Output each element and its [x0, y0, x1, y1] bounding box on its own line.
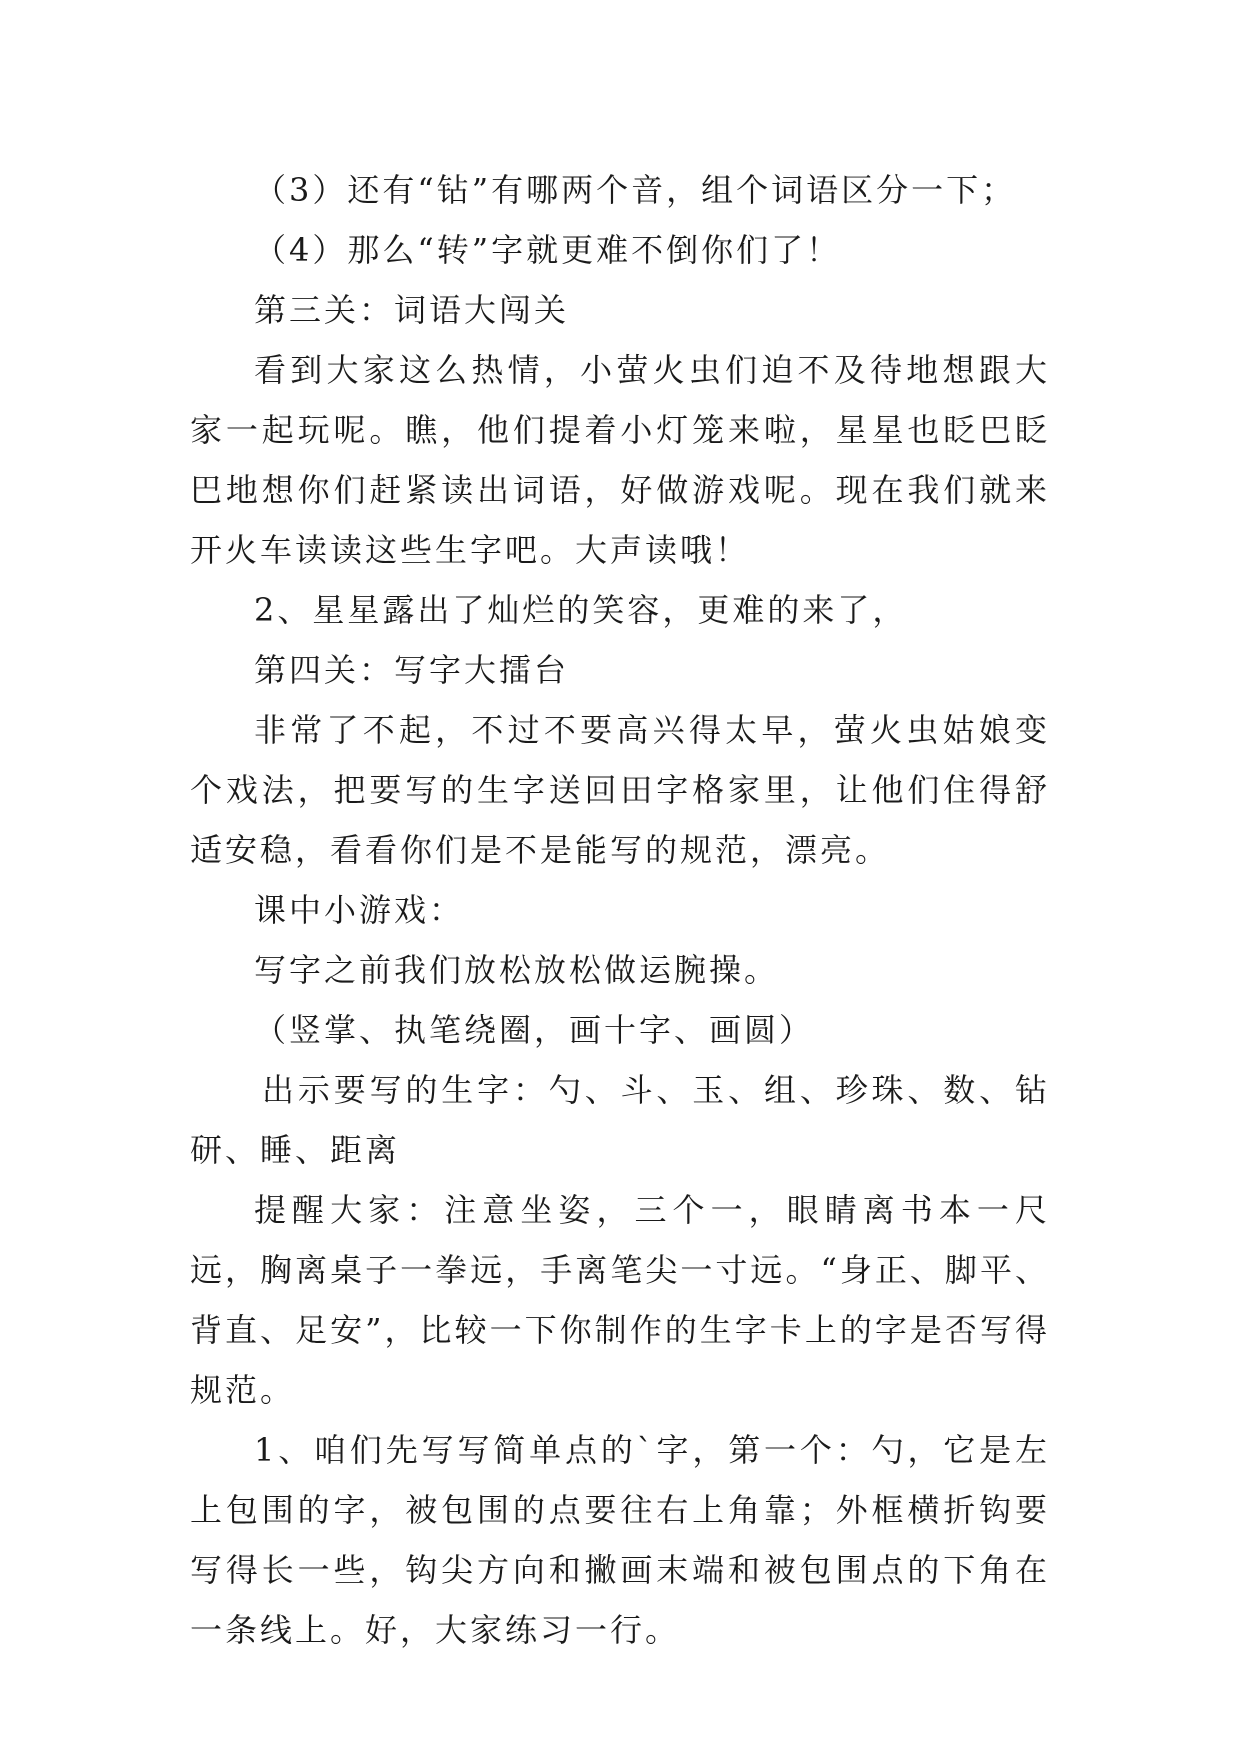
paragraph-writing-intro: 非常了不起，不过不要高兴得太早，萤火虫姑娘变个戏法，把要写的生字送回田字格家里，让他们住得舒适安稳，看看你们是不是能写的规范，漂亮。 — [190, 711, 1050, 869]
paragraph-wrist-exercise: 写字之前我们放松放松做运腕操。 — [254, 951, 780, 989]
paragraph-stars-smile: 2、星星露出了灿烂的笑容，更难的来了， — [254, 591, 908, 629]
paragraph-fireflies-reading: 看到大家这么热情，小萤火虫们迫不及待地想跟大家一起玩呢。瞧，他们提着小灯笼来啦，星星也眨巴眨巴地想你们赶紧读出词语，好做游戏呢。现在我们就来开火车读读这些生字吧。大声读哦！ — [190, 351, 1050, 569]
paragraph-exercise-steps: （竖掌、执笔绕圈，画十字、画圆） — [254, 1011, 815, 1049]
paragraph-mini-game-label: 课中小游戏： — [254, 891, 465, 929]
section-heading-level-4: 第四关：写字大擂台 — [254, 651, 570, 689]
section-heading-level-3: 第三关：词语大闯关 — [254, 291, 570, 329]
paragraph-write-shao: 1、咱们先写写简单点的`字，第一个：勺，它是左上包围的字，被包围的点要往右上角靠；外框横折钩要写得长一些，钩尖方向和撇画末端和被包围点的下角在一条线上。好，大家练习一行。 — [190, 1431, 1050, 1649]
document-body — [190, 160, 1050, 1660]
paragraph-item-4-zhuan: （4）那么“转”字就更难不倒你们了！ — [254, 231, 842, 269]
paragraph-posture-reminder: 提醒大家：注意坐姿，三个一，眼睛离书本一尺远，胸离桌子一拳远，手离笔尖一寸远。“身正、脚平、背直、足安”，比较一下你制作的生字卡上的字是否写得规范。 — [190, 1191, 1050, 1409]
paragraph-characters-list: 出示要写的生字：勺、斗、玉、组、珍珠、数、钻研、睡、距离 — [190, 1071, 1050, 1169]
paragraph-item-3-pronunciation: （3）还有“钻”有哪两个音，组个词语区分一下； — [254, 171, 1017, 209]
